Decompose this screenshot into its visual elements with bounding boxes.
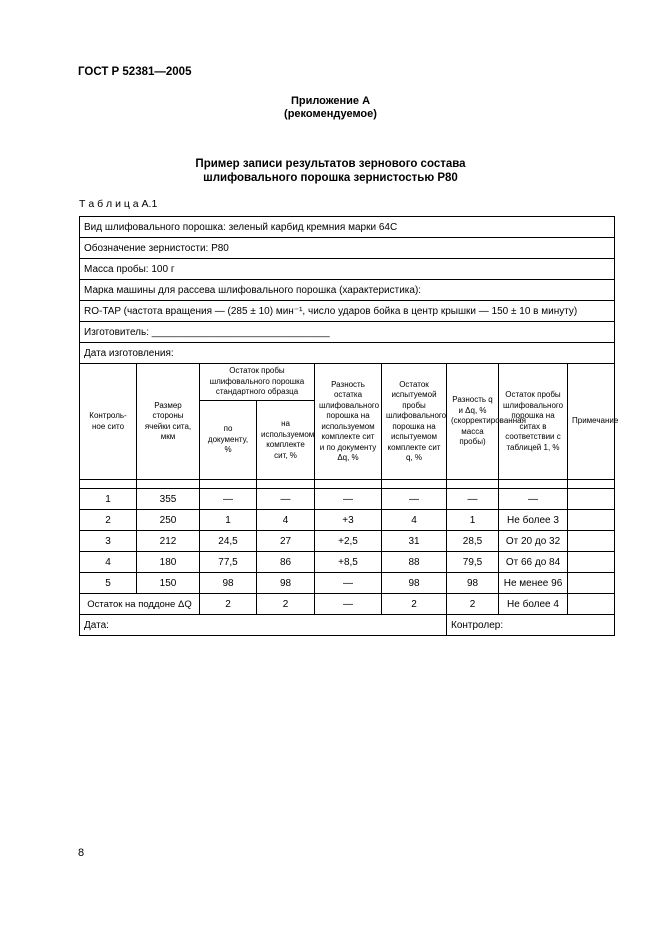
cell-q: 2: [382, 594, 447, 615]
cell-doc: —: [200, 489, 257, 510]
cell-q: 88: [382, 552, 447, 573]
cell-req: От 20 до 32: [499, 531, 568, 552]
cell-pan-label: Остаток на поддоне ΔQ: [80, 594, 200, 615]
section-heading-line-2: шлифовального порошка зернистостью Р80: [203, 172, 458, 184]
cell-note: [568, 531, 615, 552]
cell-diff: +3: [315, 510, 382, 531]
cell-size: 150: [137, 573, 200, 594]
pan-row: [80, 594, 615, 615]
col-header-diff-corrected: Разность q и Δq, % (скорректированная масса пробы): [447, 364, 499, 480]
info-row-powder-type: Вид шлифовального порошка: зеленый карбид кремния марки 64С: [80, 217, 615, 238]
cell-qc: 98: [447, 573, 499, 594]
cell-note: [568, 510, 615, 531]
cell-diff: +8,5: [315, 552, 382, 573]
table-row: [80, 552, 615, 573]
cell-qc: 1: [447, 510, 499, 531]
cell-doc: 2: [200, 594, 257, 615]
cell-note: [568, 489, 615, 510]
col-header-difference: Разность остатка шлифовального порошка на используемом комплекте сит и по документу Δq, %: [315, 364, 382, 480]
cell-used: 4: [257, 510, 315, 531]
cell-sieve: 3: [80, 531, 137, 552]
footer-date: Дата:: [80, 615, 447, 636]
cell-doc: 1: [200, 510, 257, 531]
cell-q: 4: [382, 510, 447, 531]
cell-sieve: 4: [80, 552, 137, 573]
info-row-manufacture-date: Дата изготовления:: [80, 343, 615, 364]
footer-controller: Контролер:: [447, 615, 615, 636]
cell-diff: —: [315, 489, 382, 510]
cell-used: 27: [257, 531, 315, 552]
col-header-residue-tested: Остаток испытуемой пробы шлифовального порошка на испытуемом комплекте сит q, %: [382, 364, 447, 480]
cell-qc: 2: [447, 594, 499, 615]
col-header-size: Размер стороны ячейки сита, мкм: [137, 364, 200, 480]
cell-req: Не более 4: [499, 594, 568, 615]
cell-qc: 28,5: [447, 531, 499, 552]
cell-q: 98: [382, 573, 447, 594]
table-caption: Т а б л и ц а А.1: [79, 198, 158, 210]
info-row-manufacturer: Изготовитель: ________________________________: [80, 322, 615, 343]
cell-size: 250: [137, 510, 200, 531]
cell-sieve: 5: [80, 573, 137, 594]
table-row: [80, 489, 615, 510]
cell-sieve: 1: [80, 489, 137, 510]
cell-qc: —: [447, 489, 499, 510]
cell-note: [568, 552, 615, 573]
cell-req: Не более 3: [499, 510, 568, 531]
cell-req: Не менее 96: [499, 573, 568, 594]
cell-diff: —: [315, 573, 382, 594]
info-row-grit: Обозначение зернистости: Р80: [80, 238, 615, 259]
cell-doc: 24,5: [200, 531, 257, 552]
cell-used: 86: [257, 552, 315, 573]
cell-doc: 77,5: [200, 552, 257, 573]
page-number: 8: [78, 847, 85, 859]
table-row: [80, 510, 615, 531]
cell-diff: +2,5: [315, 531, 382, 552]
cell-used: —: [257, 489, 315, 510]
cell-q: 31: [382, 531, 447, 552]
cell-doc: 98: [200, 573, 257, 594]
cell-req: От 66 до 84: [499, 552, 568, 573]
cell-req: —: [499, 489, 568, 510]
col-header-standard-group: Остаток пробы шлифовального порошка стандартного образца: [200, 364, 315, 401]
cell-qc: 79,5: [447, 552, 499, 573]
info-row-machine-spec: RO-TAP (частота вращения — (285 ± 10) мин⁻¹, число ударов бойка в центр крышки — 150 ± 10 в минуту): [80, 301, 615, 322]
info-row-machine: Марка машины для рассева шлифовального порошка (характеристика):: [80, 280, 615, 301]
cell-q: —: [382, 489, 447, 510]
annex-status: (рекомендуемое): [284, 108, 377, 120]
document-code: ГОСТ Р 52381—2005: [78, 66, 192, 78]
cell-sieve: 2: [80, 510, 137, 531]
cell-note: [568, 594, 615, 615]
cell-size: 355: [137, 489, 200, 510]
cell-diff: —: [315, 594, 382, 615]
results-table: [79, 216, 619, 636]
col-header-by-document: по документу, %: [200, 401, 257, 480]
info-row-sample-mass: Масса пробы: 100 г: [80, 259, 615, 280]
section-heading-line-1: Пример записи результатов зернового состава: [195, 158, 466, 170]
table-row: [80, 573, 615, 594]
col-header-note: Примечание: [568, 364, 615, 480]
cell-used: 2: [257, 594, 315, 615]
col-header-sieve: Контроль-ное сито: [80, 364, 137, 480]
cell-note: [568, 573, 615, 594]
cell-used: 98: [257, 573, 315, 594]
annex-title: Приложение А: [290, 95, 371, 107]
cell-size: 180: [137, 552, 200, 573]
col-header-residue-per-table: Остаток пробы шлифовального порошка на ситах в соответствии с таблицей 1, %: [499, 364, 568, 480]
table-row: [80, 531, 615, 552]
cell-size: 212: [137, 531, 200, 552]
col-header-on-used-set: на используемом комплекте сит, %: [257, 401, 315, 480]
